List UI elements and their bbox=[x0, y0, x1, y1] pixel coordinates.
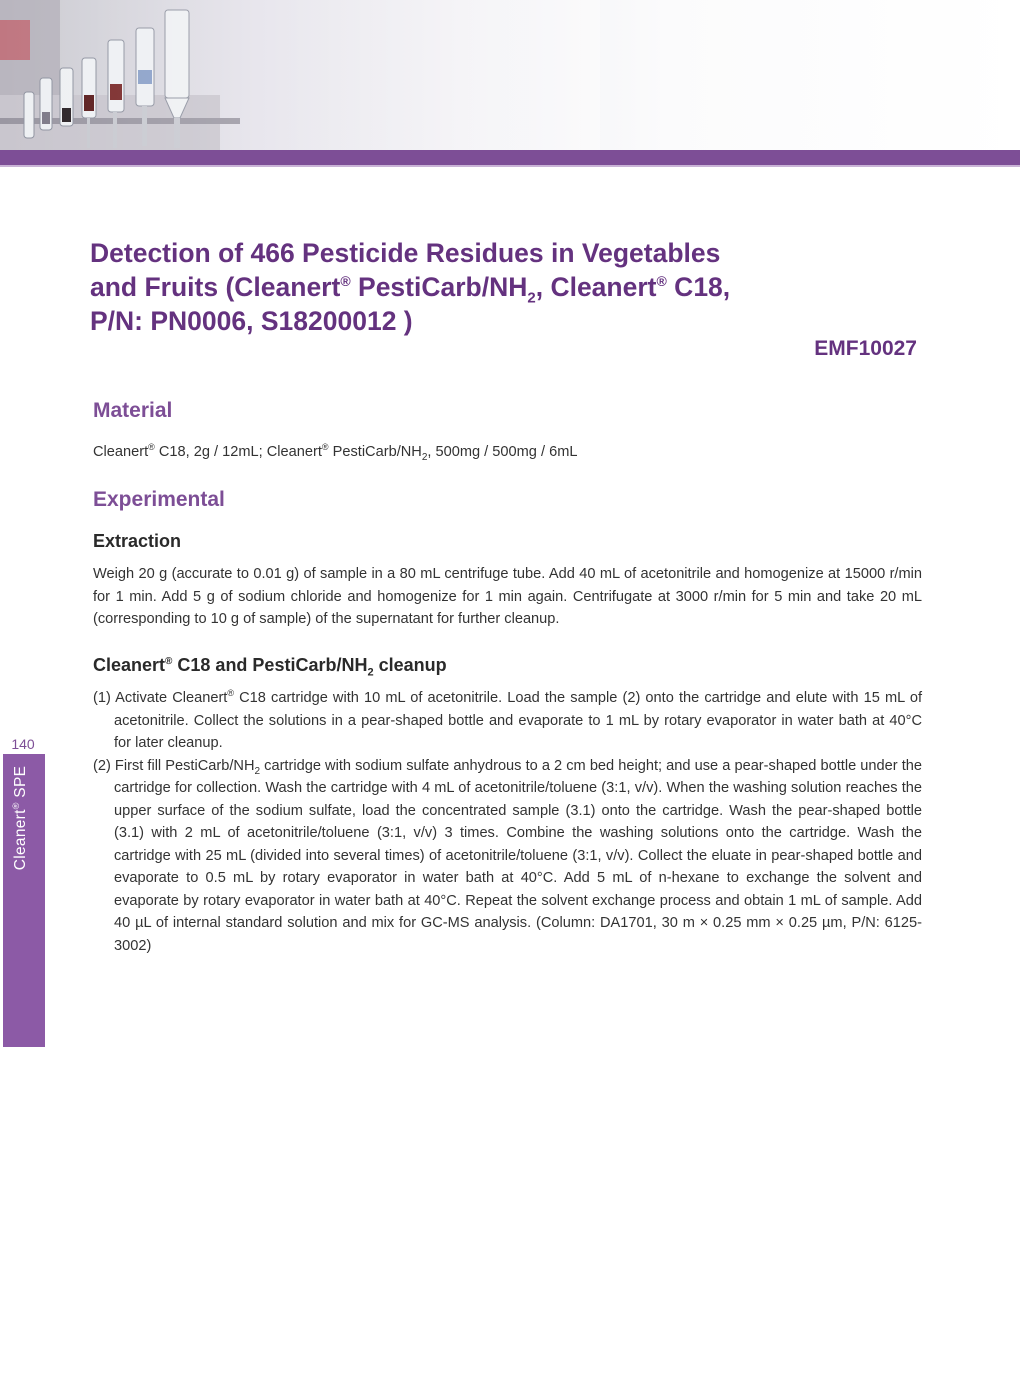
page-number: 140 bbox=[11, 736, 35, 752]
cleanup-heading: Cleanert® C18 and PestiCarb/$NH_2$ cleanup bbox=[93, 655, 447, 679]
experimental-heading: Experimental bbox=[93, 488, 225, 511]
extraction-text: Weigh 20 g (accurate to 0.01 g) of sample in a 80 mL centrifuge tube. Add 40 mL of acetonitrile and homogenize at 15000 r/min for 1 min. Add 5 g of sodium chloride and homogenize for 1 min again. Centrifugate at 3000 r/min for 5 min and take 20 mL (corresponding to 10 g of sample) of the supernatant for further cleanup. bbox=[93, 566, 922, 627]
banner-stripe bbox=[0, 150, 1020, 165]
side-tab-label: Cleanert® SPE bbox=[10, 765, 29, 871]
lab-cartridges-photo bbox=[0, 0, 1024, 152]
header-banner bbox=[0, 0, 1024, 152]
cleanup-step: (2) First fill PestiCarb/$NH_2$ cartridge with sodium sulfate anhydrous to a 2 cm bed height; and use a pear-shaped bottle under the cartridge for collection. Wash the cartridge with 4 mL of acetonitrile/toluene (3:1, v/v). When the washing solution reaches the upper surface of the sodium sulfate, load the concentrated sample (3.1) onto the cartridge. Wash the pear-shaped bottle (3.1) with 2 mL of acetonitrile/toluene (3:1, v/v) 3 times. Combine the washing solutions onto the cartridge. Wash the cartridge with 25 mL (divided into several times) of acetonitrile/toluene (3:1, v/v). Collect the eluate in pear-shaped bottle and evaporate to 0.5 mL by rotary evaporator in water bath at 40°C. Add 5 mL of n-hexane to exchange the solvent and evaporate by rotary evaporator in water bath at 40°C. Repeat the solvent exchange process and obtain 1 mL of sample. Add 40 µL of internal standard solution and mix for GC-MS analysis. (Column: DA1701, 30 m × 0.25 mm × 0.25 µm, P/N: 6125-3002) bbox=[93, 757, 923, 954]
title-line-3: P/N: PN0006, S18200012 ) bbox=[90, 306, 413, 336]
banner-divider bbox=[0, 165, 1020, 167]
title-block bbox=[90, 236, 850, 338]
page-title bbox=[90, 236, 850, 338]
title-line-2: and Fruits (Cleanert® PestiCarb/$NH_2$, Cleanert® C18, bbox=[90, 272, 731, 307]
material-text: Cleanert® C18, 2g / 12mL; Cleanert® PestiCarb/$NH_2$, 500mg / 500mg / 6mL bbox=[93, 442, 578, 463]
title-line-1: Detection of 466 Pesticide Residues in Vegetables bbox=[90, 238, 721, 268]
cleanup-step: (1) Activate Cleanert® C18 cartridge with 10 mL of acetonitrile. Load the sample (2) onto the cartridge and elute with 15 mL of acetonitrile. Collect the solutions in a pear-shaped bottle and evaporate to 1 mL by rotary evaporator in water bath at 40°C for later cleanup. bbox=[93, 688, 922, 751]
extraction-heading: Extraction bbox=[93, 531, 182, 551]
document-code: EMF10027 bbox=[814, 337, 917, 360]
material-heading: Material bbox=[93, 399, 173, 422]
cleanup-steps bbox=[93, 687, 922, 957]
